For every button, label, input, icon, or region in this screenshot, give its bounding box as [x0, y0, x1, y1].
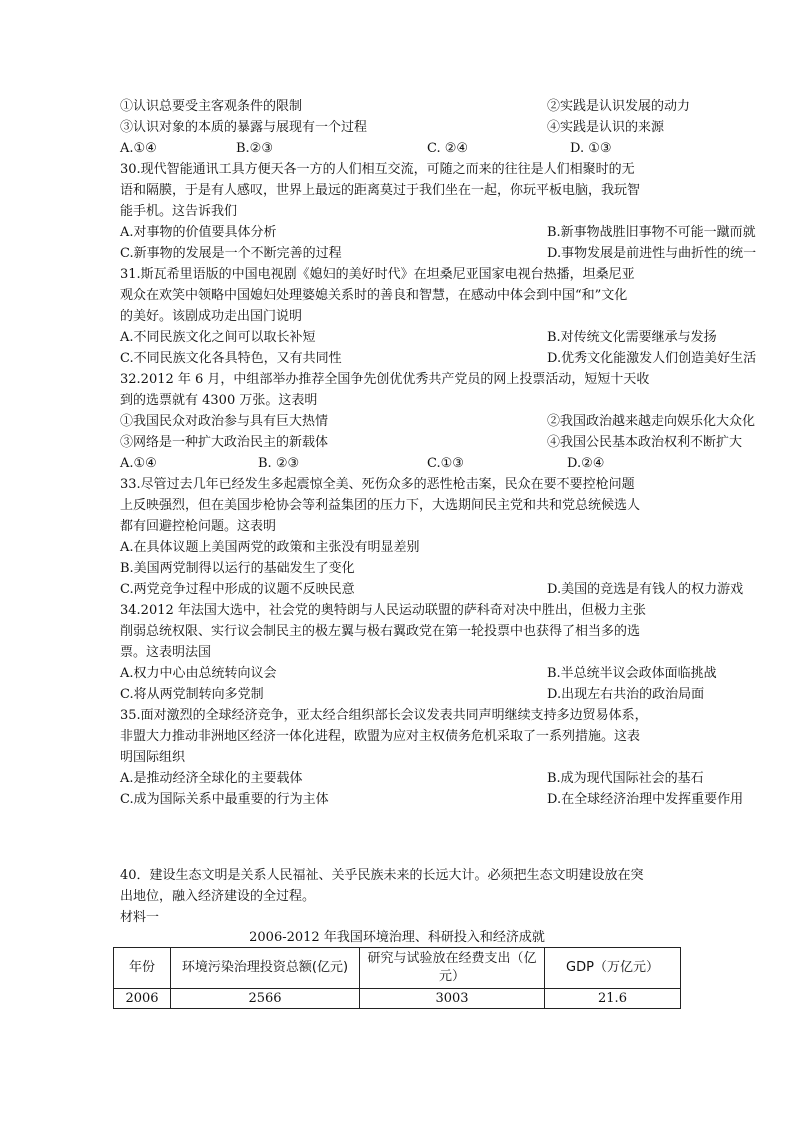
table-cell-year: 2006 [114, 989, 171, 1009]
q35-option-row-1 [120, 768, 704, 789]
q31-stem-1: 31.斯瓦希里语版的中国电视剧《媳妇的美好时代》在坦桑尼亚国家电视台热播，坦桑尼亚 [120, 267, 635, 282]
q32-item-1: ①我国民众对政治参与具有巨大热情 [120, 414, 329, 429]
q34-option-b[interactable]: B.半总统半议会政体面临挑战 [547, 666, 717, 681]
q32-option-a[interactable]: A.①④ [120, 456, 157, 471]
q30-option-b[interactable]: B.新事物战胜旧事物不可能一蹴而就 [547, 225, 756, 240]
q33-option-a[interactable]: A.在具体议题上美国两党的政策和主张没有明显差别 [120, 540, 420, 555]
q35-stem-1: 35.面对激烈的全球经济竞争，亚太经合组织部长会议发表共同声明继续支持多边贸易体系， [120, 708, 648, 723]
q32-option-d[interactable]: D.②④ [567, 456, 605, 471]
q40-stem-2: 出地位，融入经济建设的全过程。 [120, 889, 316, 904]
q29-option-d[interactable]: D. ①③ [570, 141, 612, 156]
q30-option-c[interactable]: C.新事物的发展是一个不断完善的过程 [120, 246, 342, 261]
table-row [114, 989, 681, 1009]
q33-option-c[interactable]: C.两党竞争过程中形成的议题不反映民意 [120, 582, 355, 597]
table-cell-pollution-investment: 2566 [171, 989, 360, 1009]
q32-option-b[interactable]: B. ②③ [258, 456, 300, 471]
q33-option-row-cd [120, 579, 744, 600]
q29-item-2: ②实践是认识发展的动力 [547, 99, 691, 114]
q30-stem-3: 能手机。这告诉我们 [120, 204, 238, 219]
q40-material-label: 材料一 [120, 910, 160, 925]
table-header-gdp: GDP（万亿元） [545, 948, 681, 989]
q34-stem-1: 34.2012 年法国大选中，社会党的奥特朗与人民运动联盟的萨科奇对决中胜出，但极力主张 [120, 603, 646, 618]
q33-option-b[interactable]: B.美国两党制得以运行的基础发生了变化 [120, 561, 355, 576]
q35-stem-2: 非盟大力推动非洲地区经济一体化进程，欧盟为应对主权债务危机采取了一系列措施。这表 [120, 729, 641, 744]
q30-option-d[interactable]: D.事物发展是前进性与曲折性的统一 [547, 246, 757, 261]
q30-option-a[interactable]: A.对事物的价值要具体分析 [120, 225, 277, 240]
q31-option-row-2 [120, 348, 757, 369]
table-cell-rd-expenditure: 3003 [360, 989, 545, 1009]
q32-item-3: ③网络是一种扩大政治民主的新载体 [120, 435, 329, 450]
q32-item-row-1 [120, 411, 756, 432]
q34-stem-2: 削弱总统权限、实行议会制民主的极左翼与极右翼政党在第一轮投票中也获得了相当多的选 [120, 624, 641, 639]
q35-option-c[interactable]: C.成为国际关系中最重要的行为主体 [120, 792, 329, 807]
q33-option-d[interactable]: D.美国的竞选是有钱人的权力游戏 [547, 582, 744, 597]
q35-option-b[interactable]: B.成为现代国际社会的基石 [547, 771, 704, 786]
q33-stem-2: 上反映强烈，但在美国步枪协会等利益集团的压力下，大选期间民主党和共和党总统候选人 [120, 498, 641, 513]
q30-option-row-2 [120, 243, 757, 264]
q31-option-c[interactable]: C.不同民族文化各具特色，又有共同性 [120, 351, 342, 366]
table-header-year: 年份 [114, 948, 171, 989]
table-cell-gdp: 21.6 [545, 989, 681, 1009]
q29-item-1: ①认识总要受主客观条件的限制 [120, 99, 303, 114]
q32-option-c[interactable]: C.①③ [427, 456, 464, 471]
q31-option-d[interactable]: D.优秀文化能激发人们创造美好生活 [547, 351, 757, 366]
q35-option-row-2 [120, 789, 744, 810]
q31-option-b[interactable]: B.对传统文化需要继承与发扬 [547, 330, 717, 345]
q29-option-b[interactable]: B.②③ [236, 141, 273, 156]
q34-option-a[interactable]: A.权力中心由总统转向议会 [120, 666, 277, 681]
q35-stem-3: 明国际组织 [120, 750, 186, 765]
table-header-rd-expenditure: 研究与试验放在经费支出（亿元） [360, 948, 545, 989]
q29-item-row-1 [120, 96, 691, 117]
q40-data-table [113, 947, 681, 1009]
q34-option-c[interactable]: C.将从两党制转向多党制 [120, 687, 264, 702]
q32-item-2: ②我国政治越来越走向娱乐化大众化 [547, 414, 756, 429]
q32-item-row-2 [120, 432, 743, 453]
q29-item-4: ④实践是认识的来源 [547, 120, 665, 135]
q34-stem-3: 票。这表明法国 [120, 645, 212, 660]
q31-stem-3: 的美好。该剧成功走出国门说明 [120, 309, 303, 324]
q31-stem-2: 观众在欢笑中领略中国媳妇处理婆媳关系时的善良和智慧，在感动中体会到中国“和”文化 [120, 288, 628, 303]
q29-option-c[interactable]: C. ②④ [427, 141, 469, 156]
q30-stem-1: 30.现代智能通讯工具方便天各一方的人们相互交流，可随之而来的往往是人们相聚时的无 [120, 162, 635, 177]
q30-option-row-1 [120, 222, 756, 243]
q40-stem-1: 40．建设生态文明是关系人民福祉、关乎民族未来的长远大计。必须把生态文明建设放在突 [120, 868, 644, 883]
q32-stem-2: 到的选票就有 4300 万张。这表明 [120, 393, 318, 408]
q29-option-a[interactable]: A.①④ [120, 141, 157, 156]
q29-item-row-2 [120, 117, 665, 138]
q35-option-d[interactable]: D.在全球经济治理中发挥重要作用 [547, 792, 744, 807]
table-header-pollution-investment: 环境污染治理投资总额(亿元) [171, 948, 360, 989]
q40-table-title: 2006-2012 年我国环境治理、科研投入和经济成就 [249, 930, 545, 945]
q31-option-a[interactable]: A.不同民族文化之间可以取长补短 [120, 330, 316, 345]
q32-stem-1: 32.2012 年 6 月，中组部举办推荐全国争先创优优秀共产党员的网上投票活动，短短十天收 [120, 372, 650, 387]
q32-item-4: ④我国公民基本政治权利不断扩大 [547, 435, 743, 450]
q35-option-a[interactable]: A.是推动经济全球化的主要载体 [120, 771, 303, 786]
q34-option-row-2 [120, 684, 705, 705]
q34-option-d[interactable]: D.出现左右共治的政治局面 [547, 687, 705, 702]
q33-stem-3: 都有回避控枪问题。这表明 [120, 519, 277, 534]
q30-stem-2: 语和隔膜，于是有人感叹，世界上最远的距离莫过于我们坐在一起，你玩平板电脑，我玩智 [120, 183, 641, 198]
q29-item-3: ③认识对象的本质的暴露与展现有一个过程 [120, 120, 368, 135]
q33-stem-1: 33.尽管过去几年已经发生多起震惊全美、死伤众多的恶性枪击案，民众在要不要控枪问题 [120, 477, 635, 492]
q31-option-row-1 [120, 327, 717, 348]
table-header-row [114, 948, 681, 989]
q34-option-row-1 [120, 663, 717, 684]
